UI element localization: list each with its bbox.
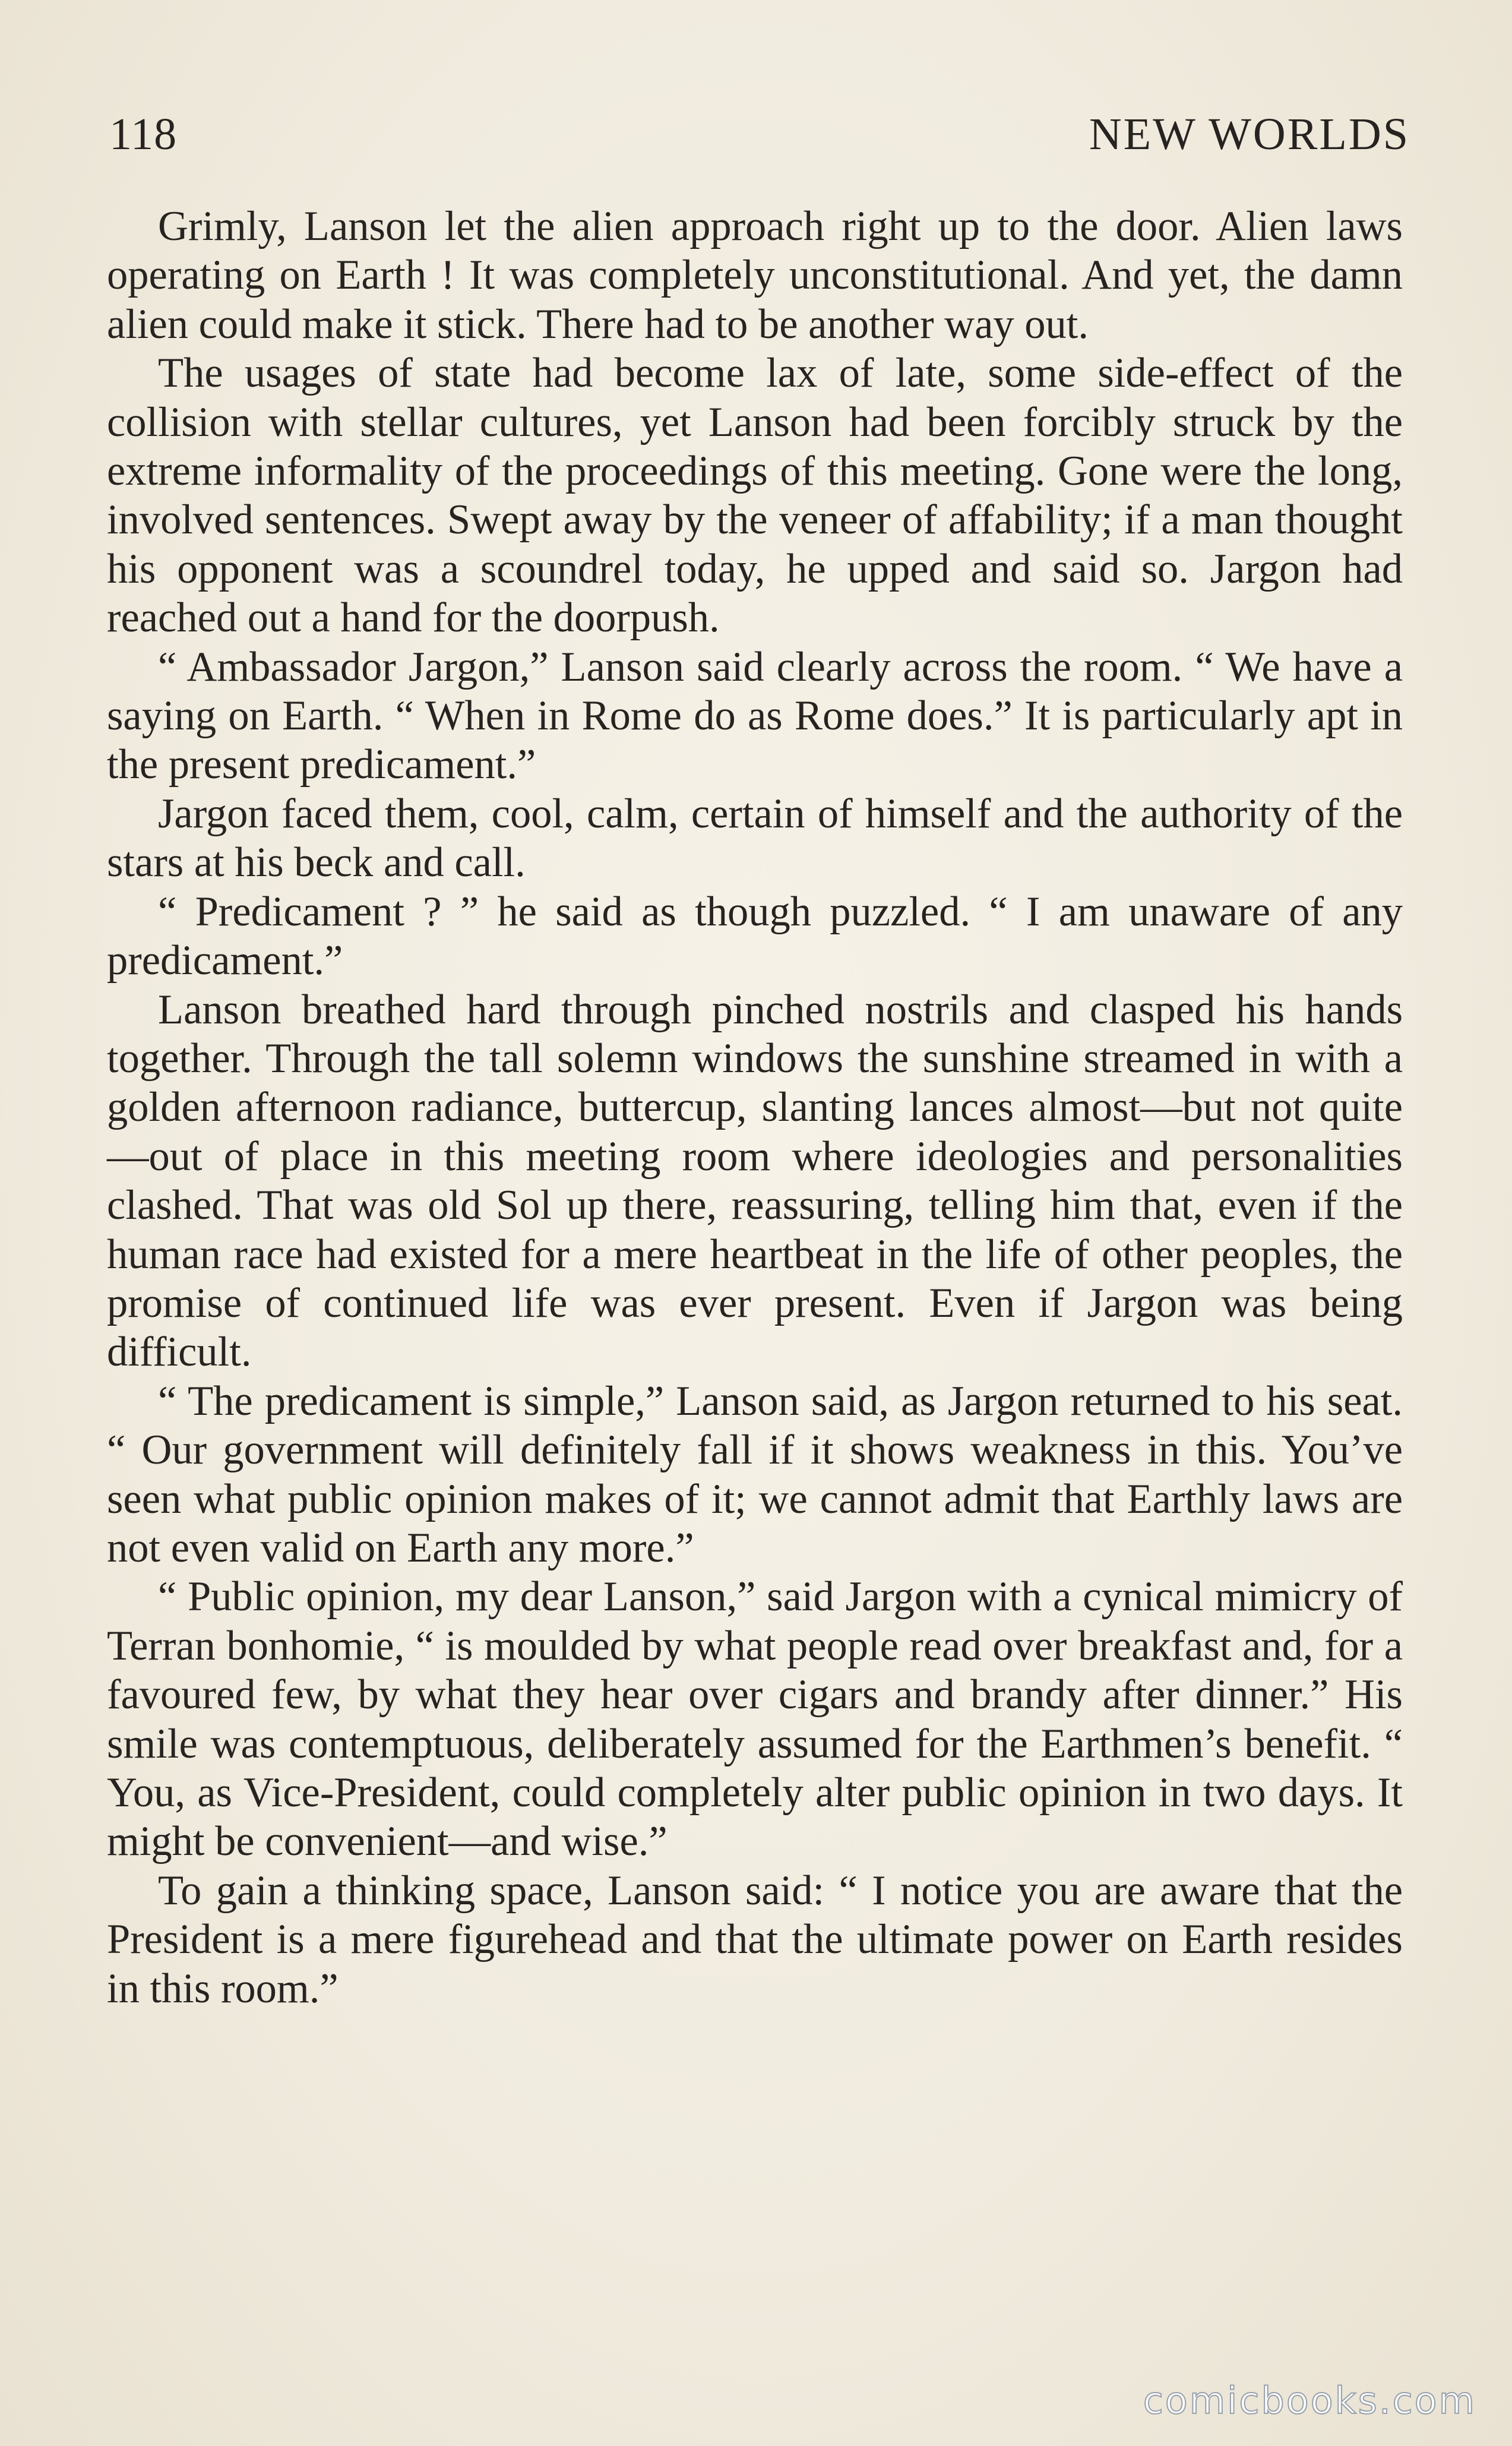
paragraph: Jargon faced them, cool, calm, certain of himself and the authority of the stars at his beck and call. (107, 790, 1403, 886)
running-title: NEW WORLDS (1089, 109, 1410, 159)
paragraph: The usages of state had become lax of late, some side-effect of the collision with stellar cultures, yet Lanson had been forcibly struck by the extreme informality of the proceedings of this meeting. Gone were the long, involved sentences. Swept away by the veneer of affability; if a man thought his opponent was a scoundrel today, he upped and said so. Jargon had reached out a hand for the doorpush. (107, 350, 1403, 641)
paragraph: “ The predicament is simple,” Lanson said, as Jargon returned to his seat. “ Our government will definitely fall if it shows weakness in this. You’ve seen what public opinion makes of it; we cannot admit that Earthly laws are not even valid on Earth any more.” (107, 1377, 1403, 1571)
paragraph: “ Predicament ? ” he said as though puzzled. “ I am unaware of any predicament.” (107, 888, 1403, 984)
body-text (107, 202, 1403, 2013)
paragraph: To gain a thinking space, Lanson said: “ I notice you are aware that the President is a mere figurehead and that the ultimate power on Earth resides in this room.” (107, 1867, 1403, 2012)
paragraph: Lanson breathed hard through pinched nostrils and clasped his hands together. Through the tall solemn windows the sunshine streamed in with a golden afternoon radiance, buttercup, slanting lances almost—but not quite—out of place in this meeting room where ideologies and personalities clashed. That was old Sol up there, reassuring, telling him that, even if the human race had existed for a mere heartbeat in the life of other peoples, the promise of continued life was ever present. Even if Jargon was being difficult. (107, 986, 1403, 1376)
paragraph: Grimly, Lanson let the alien approach right up to the door. Alien laws operating on Earth ! It was completely unconstitutional. And yet, the damn alien could make it stick. There had to be another way out. (107, 203, 1403, 347)
page-number: 118 (109, 109, 178, 159)
paragraph: “ Public opinion, my dear Lanson,” said Jargon with a cynical mimicry of Terran bonhomie, “ is moulded by what people read over breakfast and, for a favoured few, by what they hear over cigars and brandy after dinner.” His smile was contemptuous, deliberately assumed for the Earthmen’s benefit. “ You, as Vice-President, could completely alter public opinion in two days. It might be convenient—and wise.” (107, 1573, 1403, 1865)
page-header (109, 105, 1410, 164)
paragraph: “ Ambassador Jargon,” Lanson said clearly across the room. “ We have a saying on Earth. “ When in Rome do as Rome does.” It is particularly apt in the present predicament.” (107, 643, 1403, 788)
watermark: comicbooks.com (1143, 2379, 1476, 2422)
